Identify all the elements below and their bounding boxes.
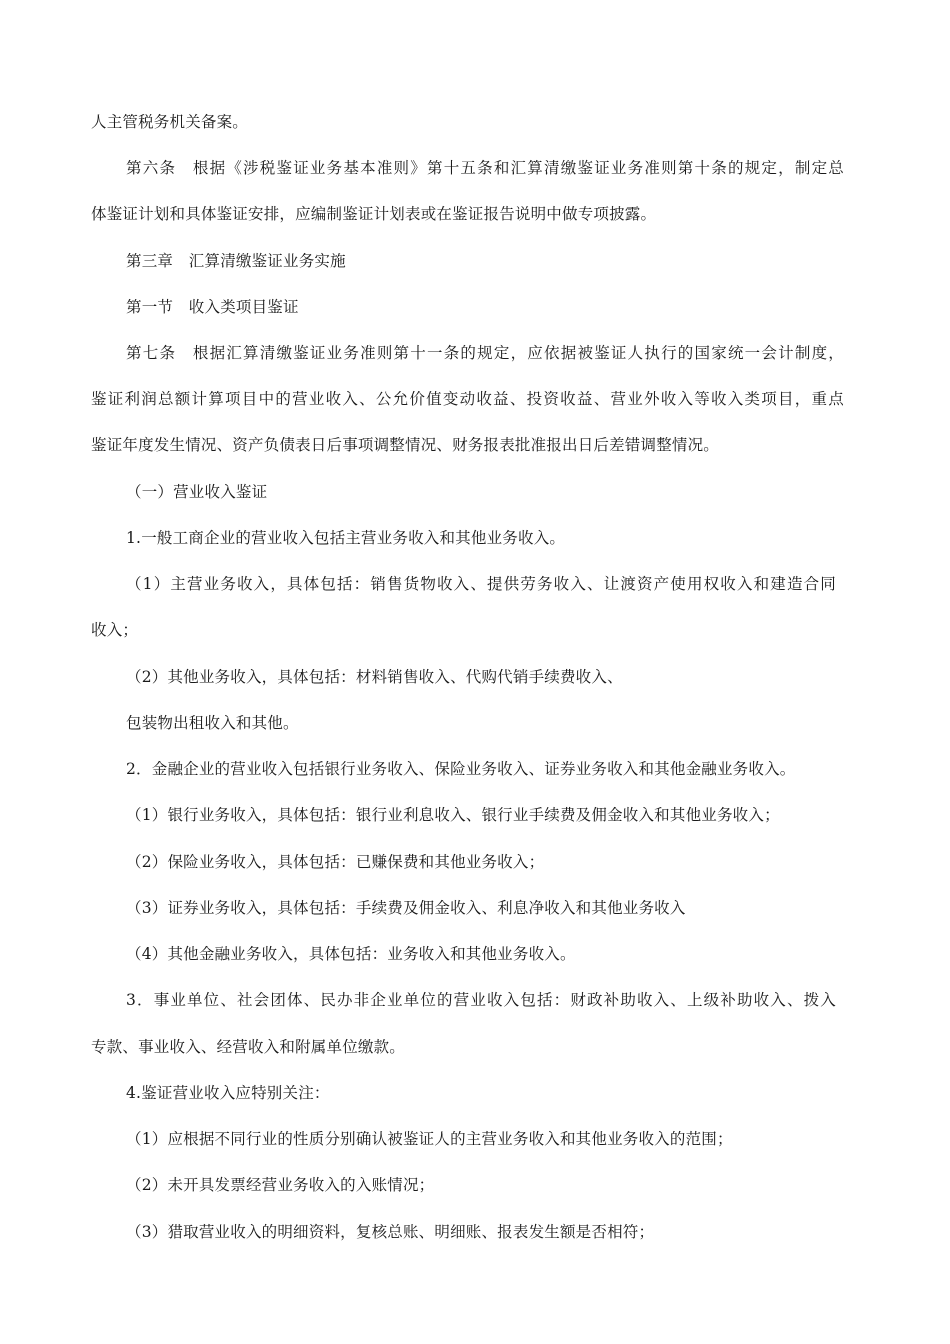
subsection-heading: （一）营业收入鉴证 — [126, 483, 268, 501]
paragraph-line: 3．事业单位、社会团体、民办非企业单位的营业收入包括：财政补助收入、上级补助收入、拨入 — [126, 991, 836, 1009]
paragraph-line: 4.鉴证营业收入应特别关注： — [126, 1084, 330, 1102]
paragraph-line: 收入； — [91, 621, 139, 639]
article-seven-line-2: 鉴证利润总额计算项目中的营业收入、公允价值变动收益、投资收益、营业外收入等收入类项目，重点 — [91, 390, 844, 408]
paragraph-line: （2）其他业务收入，具体包括：材料销售收入、代购代销手续费收入、 — [126, 668, 623, 686]
paragraph-line: （1）主营业务收入，具体包括：销售货物收入、提供劳务收入、让渡资产使用权收入和建造合同 — [126, 575, 836, 593]
article-seven-line-3: 鉴证年度发生情况、资产负债表日后事项调整情况、财务报表批准报出日后差错调整情况。 — [91, 436, 720, 454]
paragraph-line: （1）银行业务收入，具体包括：银行业利息收入、银行业手续费及佣金收入和其他业务收入； — [126, 806, 780, 824]
paragraph-line: （3）证券业务收入，具体包括：手续费及佣金收入、利息净收入和其他业务收入 — [126, 899, 686, 917]
paragraph-line: 专款、事业收入、经营收入和附属单位缴款。 — [91, 1038, 406, 1056]
paragraph-line: （2）未开具发票经营业务收入的入账情况； — [126, 1176, 435, 1194]
paragraph-line: （2）保险业务收入，具体包括：已赚保费和其他业务收入； — [126, 853, 545, 871]
article-six-line-1: 第六条 根据《涉税鉴证业务基本准则》第十五条和汇算清缴鉴证业务准则第十条的规定，制定总 — [126, 159, 844, 177]
article-seven-line-1: 第七条 根据汇算清缴鉴证业务准则第十一条的规定，应依据被鉴证人执行的国家统一会计制度， — [126, 344, 844, 362]
section-heading: 第一节 收入类项目鉴证 — [126, 298, 299, 316]
paragraph-line: 2．金融企业的营业收入包括银行业务收入、保险业务收入、证券业务收入和其他金融业务收入。 — [126, 760, 796, 778]
chapter-heading: 第三章 汇算清缴鉴证业务实施 — [126, 252, 346, 270]
article-six-line-2: 体鉴证计划和具体鉴证安排，应编制鉴证计划表或在鉴证报告说明中做专项披露。 — [91, 205, 657, 223]
paragraph-line: 包装物出租收入和其他。 — [126, 714, 299, 732]
paragraph-line: 1.一般工商企业的营业收入包括主营业务收入和其他业务收入。 — [126, 529, 566, 547]
paragraph-line: （4）其他金融业务收入，具体包括：业务收入和其他业务收入。 — [126, 945, 576, 963]
paragraph-line: 人主管税务机关备案。 — [91, 113, 249, 131]
paragraph-line: （1）应根据不同行业的性质分别确认被鉴证人的主营业务收入和其他业务收入的范围； — [126, 1130, 733, 1148]
paragraph-line: （3）猎取营业收入的明细资料，复核总账、明细账、报表发生额是否相符； — [126, 1223, 655, 1241]
